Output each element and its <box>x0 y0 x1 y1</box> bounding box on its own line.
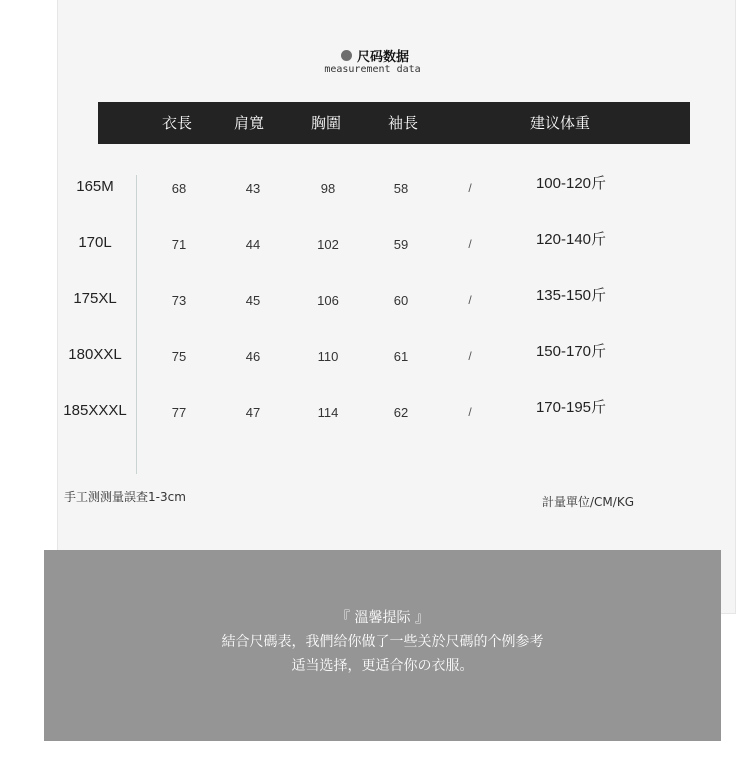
shoulder-value: 44 <box>245 237 261 252</box>
size-label: 180XXL <box>68 346 122 363</box>
sleeve-value: 60 <box>393 293 409 308</box>
sleeve-value: 62 <box>393 405 409 420</box>
header-chest: 胸圍 <box>310 114 342 132</box>
size-label: 170L <box>78 234 112 251</box>
chest-value: 102 <box>317 237 339 252</box>
tips-line-1: 結合尺碼表，我們给你做了一些关於尺碼的个例参考 <box>221 634 544 650</box>
sleeve-value: 58 <box>393 181 409 196</box>
sleeve-value: 61 <box>393 349 409 364</box>
bullet-dot-icon <box>341 50 352 61</box>
header-length: 衣長 <box>161 114 193 132</box>
tips-line-2: 适当选择，更适合你の衣服。 <box>291 658 474 674</box>
length-value: 77 <box>171 405 187 420</box>
extra-value: / <box>468 405 472 419</box>
length-value: 73 <box>171 293 187 308</box>
table-row <box>0 231 750 254</box>
table-row <box>0 343 750 366</box>
size-label: 175XL <box>73 290 117 307</box>
column-divider <box>136 175 137 474</box>
length-value: 75 <box>171 349 187 364</box>
section-title <box>341 46 409 65</box>
extra-value: / <box>468 181 472 195</box>
chest-value: 110 <box>317 349 339 364</box>
extra-value: / <box>468 237 472 251</box>
sleeve-value: 59 <box>393 237 409 252</box>
extra-value: / <box>468 349 472 363</box>
tips-banner <box>44 550 721 741</box>
table-row <box>0 287 750 310</box>
chest-value: 98 <box>320 181 336 196</box>
table-row <box>0 399 750 422</box>
unit-note: 計量單位/CM/KG <box>542 495 634 509</box>
weight-value: 100-120斤 <box>535 175 607 192</box>
weight-value: 135-150斤 <box>535 287 607 304</box>
header-sleeve: 袖長 <box>387 114 419 132</box>
shoulder-value: 43 <box>245 181 261 196</box>
chest-value: 106 <box>317 293 339 308</box>
table-header <box>98 102 690 144</box>
size-label: 165M <box>76 178 114 195</box>
table-row <box>0 175 750 198</box>
shoulder-value: 46 <box>245 349 261 364</box>
weight-value: 120-140斤 <box>535 231 607 248</box>
length-value: 68 <box>171 181 187 196</box>
shoulder-value: 45 <box>245 293 261 308</box>
extra-value: / <box>468 293 472 307</box>
shoulder-value: 47 <box>245 405 261 420</box>
weight-value: 150-170斤 <box>535 343 607 360</box>
size-label: 185XXXL <box>63 402 127 419</box>
chest-value: 114 <box>317 405 339 420</box>
header-weight: 建议体重 <box>529 114 591 132</box>
header-shoulder: 肩寬 <box>233 114 265 132</box>
section-title-text: 尺码数据 <box>356 50 409 65</box>
section-subtitle: measurement data <box>324 64 421 75</box>
section-title-row <box>0 46 750 65</box>
measurement-error-note: 手工测测量誤查1-3cm <box>64 490 186 504</box>
length-value: 71 <box>171 237 187 252</box>
weight-value: 170-195斤 <box>535 399 607 416</box>
tips-title: 『 溫馨提际 』 <box>336 610 429 626</box>
